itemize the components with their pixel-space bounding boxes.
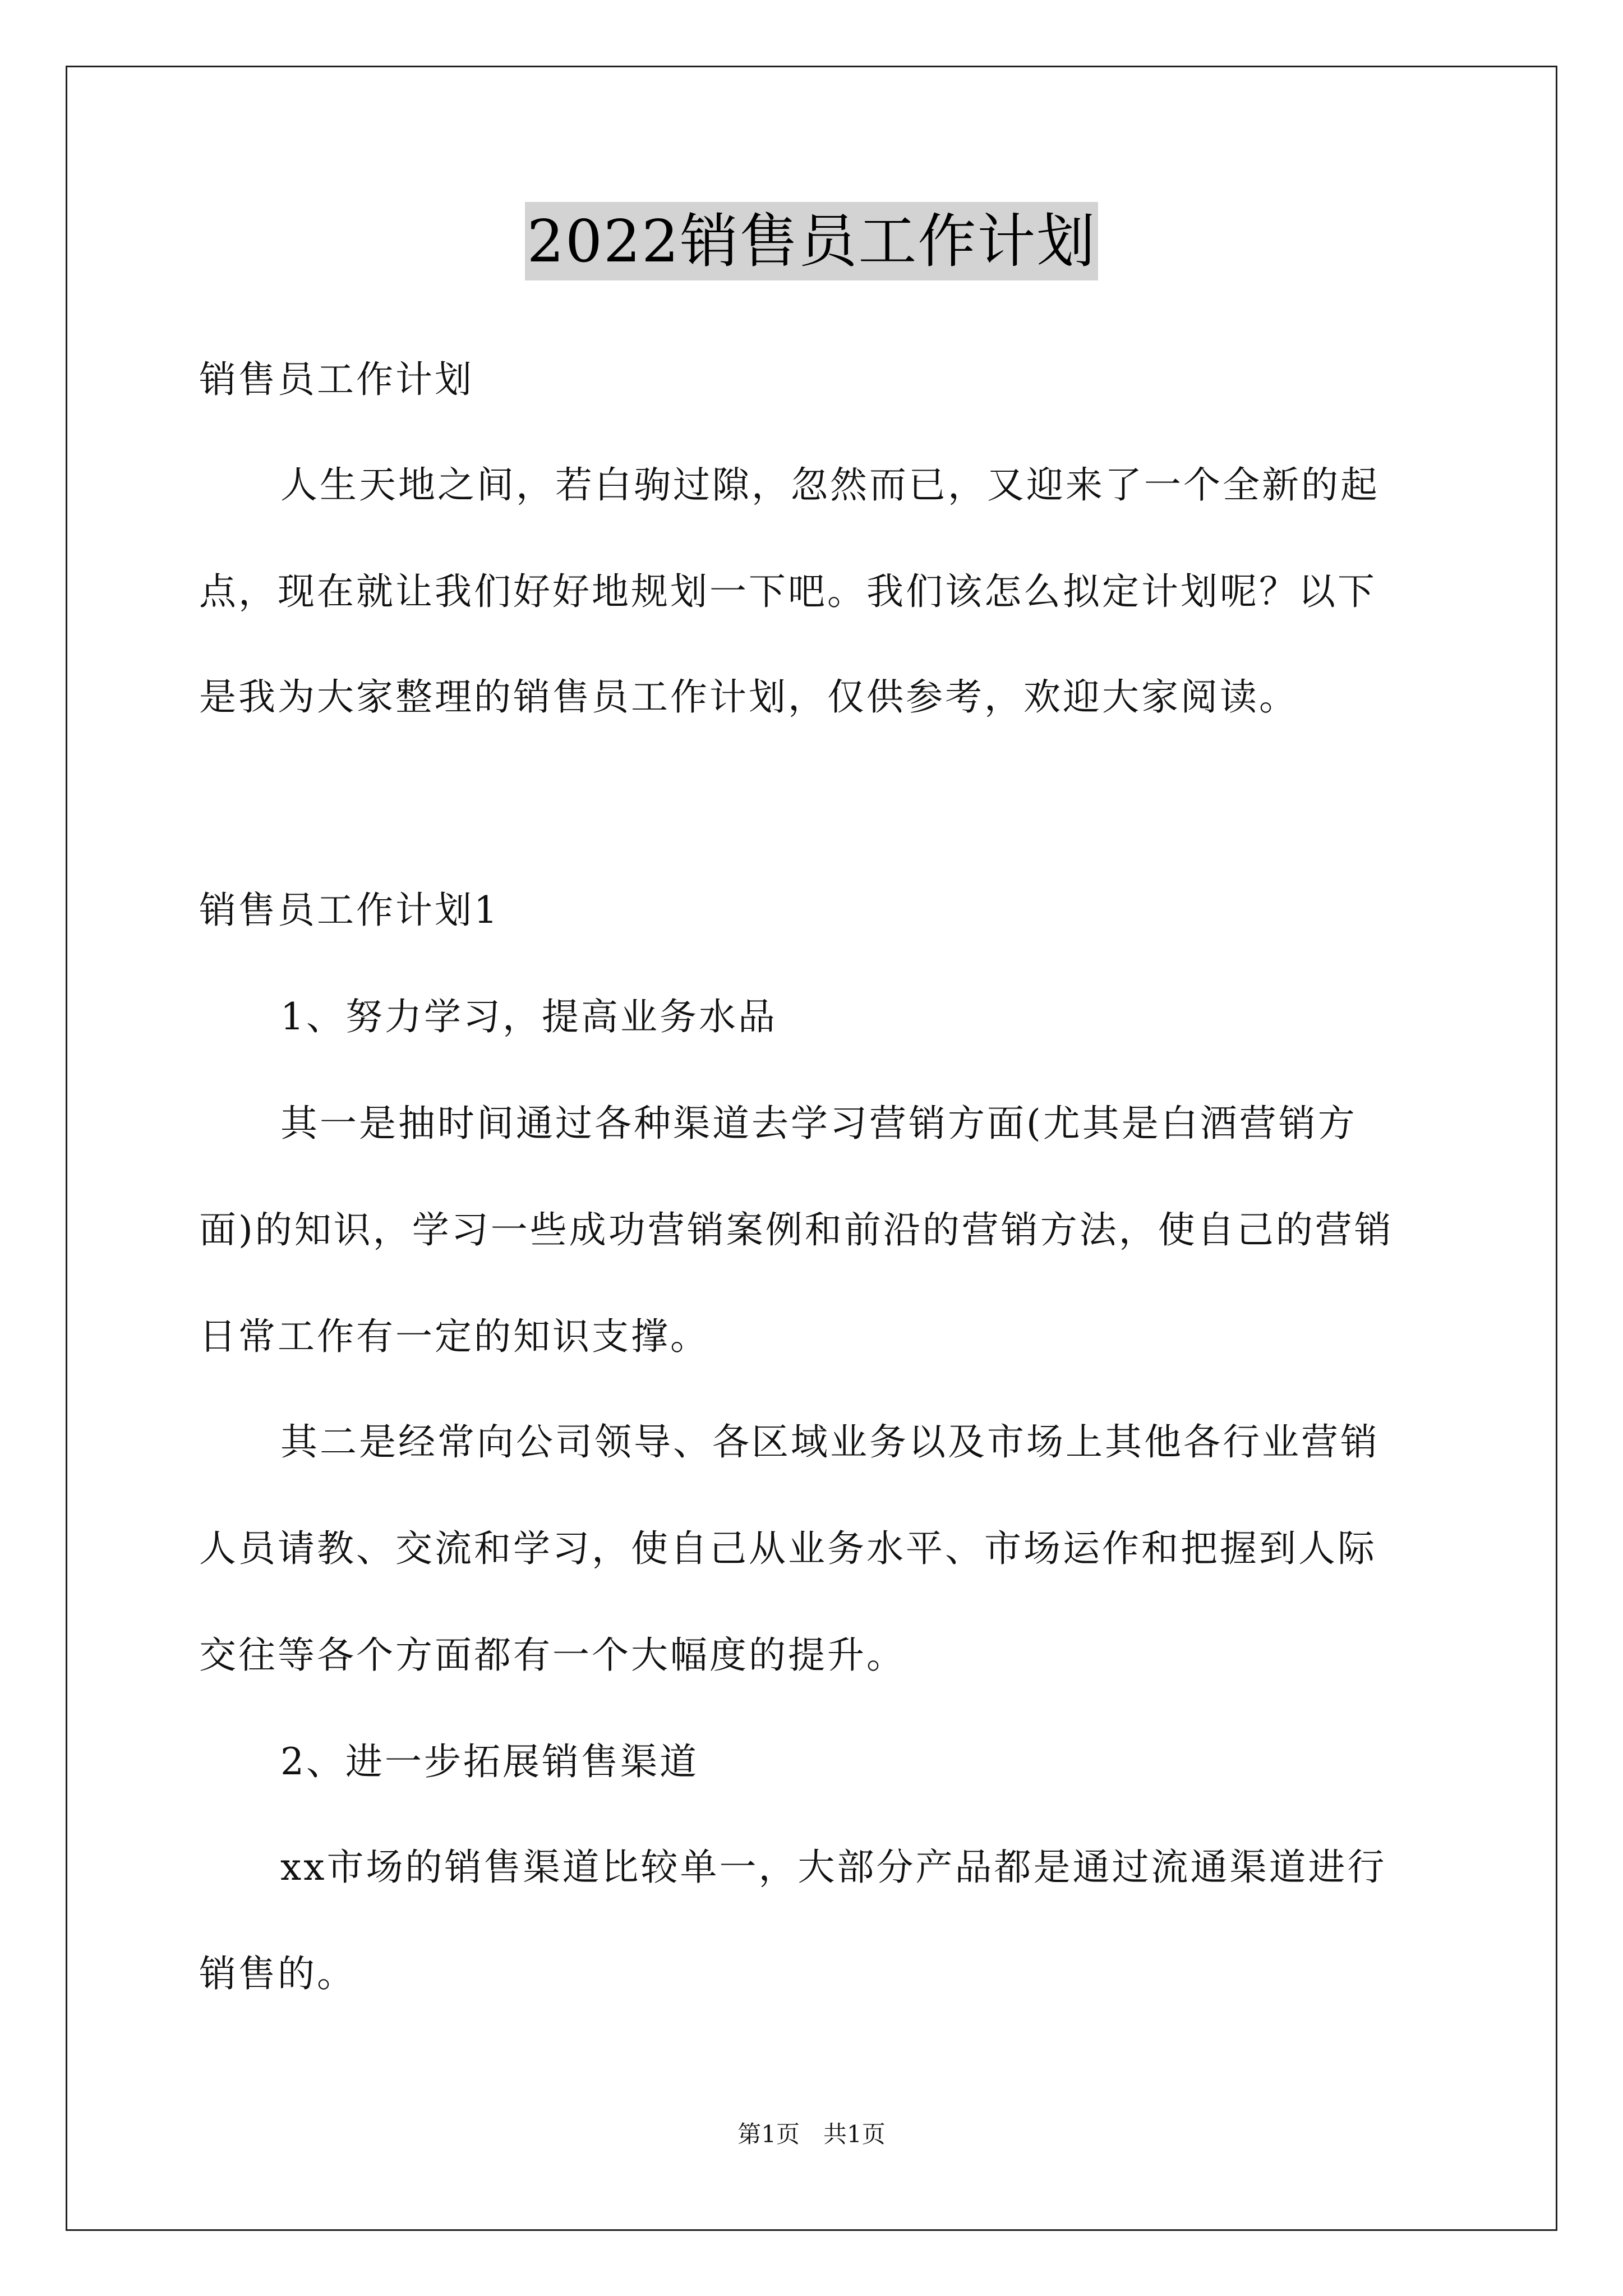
section-heading: 销售员工作计划1: [199, 889, 500, 932]
title-container: [0, 202, 1623, 280]
paragraph-line: xx市场的销售渠道比较单一，大部分产品都是通过流通渠道进行: [280, 1846, 1387, 1889]
document-title: 2022销售员工作计划: [525, 202, 1099, 280]
page-number: 第1页 共1页: [737, 2120, 886, 2148]
paragraph-line: 日常工作有一定的知识支撑。: [199, 1315, 709, 1358]
subheading: 2、进一步拓展销售渠道: [280, 1740, 699, 1783]
subheading: 1、努力学习，提高业务水品: [280, 995, 777, 1038]
paragraph-line: 点，现在就让我们好好地规划一下吧。我们该怎么拟定计划呢？以下: [199, 570, 1377, 613]
paragraph-line: 是我为大家整理的销售员工作计划，仅供参考，欢迎大家阅读。: [199, 675, 1298, 719]
paragraph-line: 人员请教、交流和学习，使自己从业务水平、市场运作和把握到人际: [199, 1527, 1377, 1570]
paragraph-line: 面)的知识，学习一些成功营销案例和前沿的营销方法，使自己的营销: [199, 1208, 1394, 1251]
paragraph-line: 其一是抽时间通过各种渠道去学习营销方面(尤其是白酒营销方: [280, 1102, 1357, 1145]
paragraph-line: 其二是经常向公司领导、各区域业务以及市场上其他各行业营销: [280, 1420, 1380, 1464]
paragraph-line: 交往等各个方面都有一个大幅度的提升。: [199, 1634, 906, 1677]
paragraph-line: 销售的。: [199, 1952, 356, 1995]
section-heading: 销售员工作计划: [199, 358, 474, 401]
paragraph-line: 人生天地之间，若白驹过隙，忽然而已，又迎来了一个全新的起: [280, 463, 1380, 507]
